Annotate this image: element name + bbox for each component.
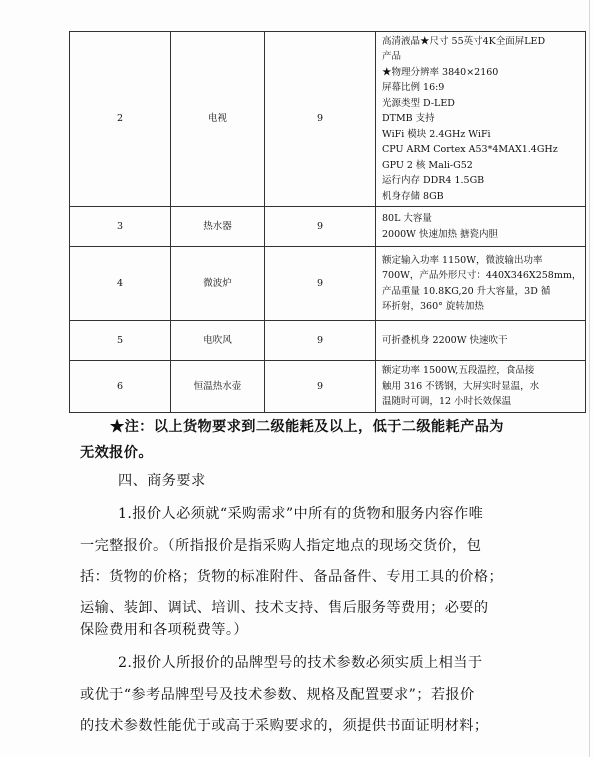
spec-line: DTMB 支持	[382, 113, 435, 125]
spec-line: 屏幕比例 16:9	[382, 82, 445, 94]
item-number: 3	[70, 207, 171, 247]
spec-line: 2000W 快速加热 搪瓷内胆	[382, 228, 498, 240]
section-heading: 四、商务要求	[118, 473, 206, 489]
table-row	[70, 321, 586, 361]
spec-line: 700W，产品外形尺寸：440X346X258mm，	[382, 270, 582, 281]
item-quantity: 9	[265, 321, 376, 361]
spec-line: ★物理分辨率 3840×2160	[382, 66, 499, 78]
item-number: 6	[70, 361, 171, 413]
item-spec	[376, 361, 586, 413]
spec-line: 80L 大容量	[382, 213, 432, 224]
spec-line: 可折叠机身 2200W 快速吹干	[382, 334, 508, 346]
spec-line: 环折射，360° 旋转加热	[382, 301, 484, 312]
spec-line: 温随时可调，12 小时长效保温	[382, 396, 512, 408]
para1-line: 1.报价人必须就“采购需求”中所有的货物和服务内容作唯	[118, 506, 484, 522]
spec-line: 产品重量 10.8KG,20 升大容量，3D 循	[382, 285, 551, 297]
para1-line: 运输、装卸、调试、培训、技术支持、售后服务等费用；必要的	[80, 600, 489, 616]
para2-line: 的技术参数性能优于或高于采购要求的，须提供书面证明材料；	[80, 718, 489, 734]
table-row	[70, 247, 586, 321]
item-spec	[376, 207, 586, 247]
spec-line: 额定功率 1500W,五段温控，食品接	[382, 365, 535, 377]
spec-line: 运行内存 DDR4 1.5GB	[382, 175, 485, 187]
item-name: 电视	[171, 32, 265, 207]
item-name: 恒温热水壶	[171, 361, 265, 413]
energy-note-line-2: 无效报价。	[80, 445, 153, 461]
para1-line: 一完整报价。（所指报价是指采购人指定地点的现场交货价，包	[80, 538, 482, 554]
item-name: 微波炉	[171, 247, 265, 321]
item-number: 4	[70, 247, 171, 321]
energy-note-line-1: ★注：以上货物要求到二级能耗及以上，低于二级能耗产品为	[110, 419, 504, 435]
spec-line: WiFi 模块 2.4GHz WiFi	[382, 128, 491, 140]
item-quantity: 9	[265, 207, 376, 247]
para2-line: 或优于“参考品牌型号及技术参数、规格及配置要求”；若报价	[80, 687, 475, 703]
item-spec	[376, 32, 586, 207]
para2-line: 2.报价人所报价的品牌型号的技术参数必须实质上相当于	[118, 655, 483, 671]
item-quantity: 9	[265, 247, 376, 321]
table-row	[70, 207, 586, 247]
spec-line: 触用 316 不锈钢，大屏实时显温，水	[382, 380, 540, 392]
item-spec	[376, 321, 586, 361]
para1-line: 保险费用和各项税费等。）	[80, 622, 248, 638]
item-quantity: 9	[265, 32, 376, 207]
item-name: 热水器	[171, 207, 265, 247]
para1-line: 括：货物的价格；货物的标准附件、备品备件、专用工具的价格；	[80, 569, 504, 585]
spec-line: 光源类型 D-LED	[382, 97, 455, 109]
item-quantity: 9	[265, 361, 376, 413]
table-row	[70, 361, 586, 413]
spec-line: 额定输入功率 1150W，微波输出功率	[382, 254, 543, 266]
table-row	[70, 32, 586, 207]
item-number: 2	[70, 32, 171, 207]
spec-line: CPU ARM Cortex A53*4MAX1.4GHz	[382, 144, 558, 156]
spec-line: GPU 2 核 Mali-G52	[382, 159, 473, 171]
item-number: 5	[70, 321, 171, 361]
goods-spec-table	[69, 31, 586, 413]
spec-line: 机身存储 8GB	[382, 190, 444, 202]
spec-line: 高清液晶★尺寸 55英寸4K全面屏LED	[382, 35, 546, 47]
page-edge-shadow	[589, 0, 590, 757]
spec-line: 产品	[382, 51, 402, 63]
item-spec	[376, 247, 586, 321]
item-name: 电吹风	[171, 321, 265, 361]
